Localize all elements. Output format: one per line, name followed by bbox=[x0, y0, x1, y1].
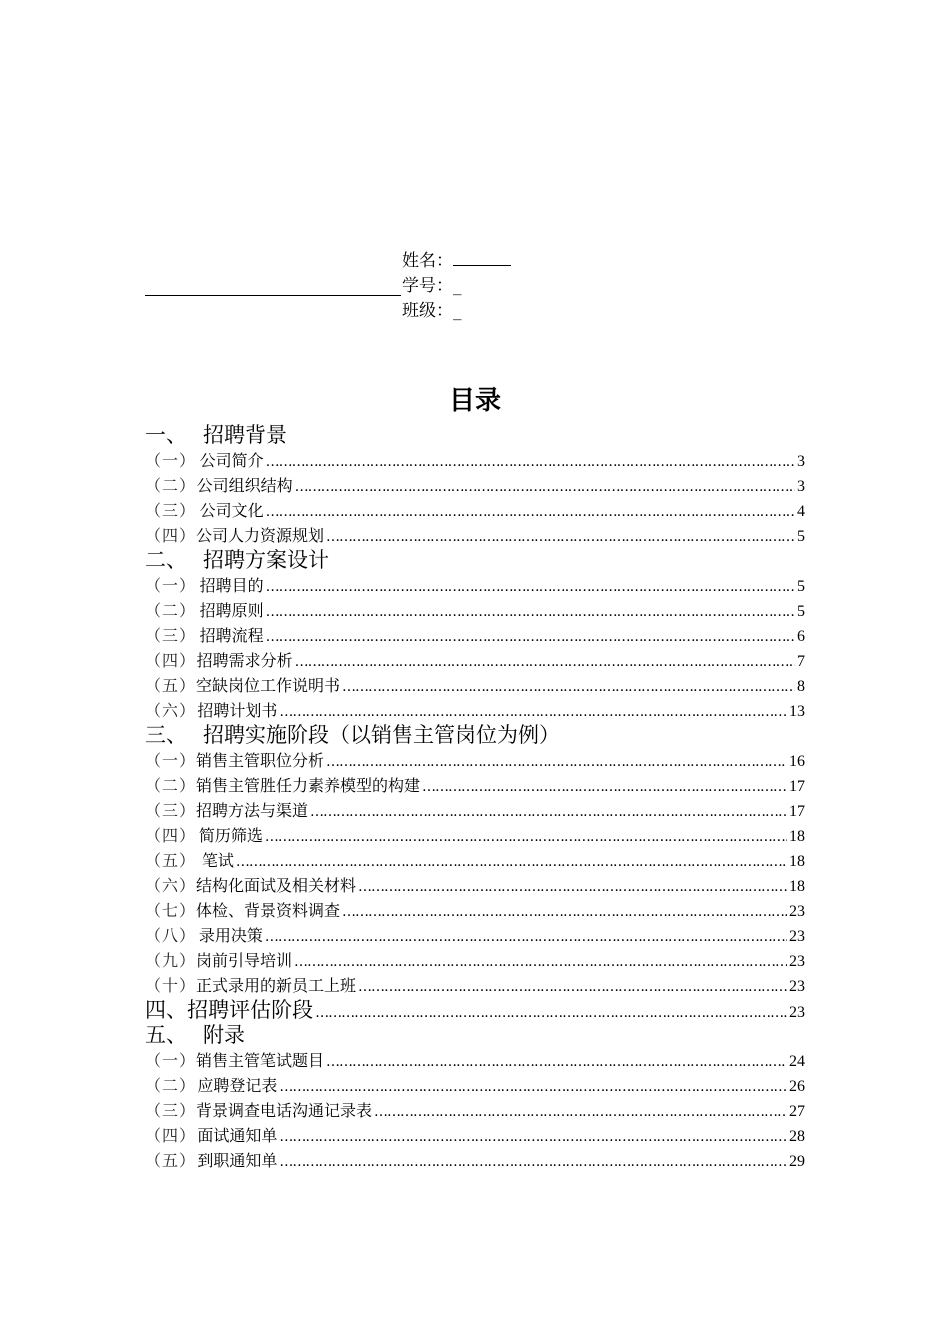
item-number: （四） bbox=[145, 826, 197, 845]
item-number: （二） bbox=[145, 776, 197, 795]
item-number: （二） bbox=[145, 476, 197, 495]
item-label: 销售主管胜任力素养模型的构建 bbox=[196, 776, 421, 795]
item-number: （七） bbox=[145, 901, 197, 920]
dot-leader bbox=[326, 1048, 787, 1075]
item-label: 笔试 bbox=[201, 851, 234, 870]
section-title: 招聘方案设计 bbox=[203, 548, 329, 572]
page-number: 6 bbox=[797, 628, 805, 645]
page-number: 23 bbox=[789, 928, 805, 945]
toc-section[interactable] bbox=[145, 1023, 805, 1048]
name-label: 姓名： bbox=[402, 251, 453, 271]
toc-item[interactable] bbox=[145, 598, 805, 623]
section-number: 五、 bbox=[145, 1023, 187, 1047]
section-number: 三、 bbox=[145, 723, 187, 747]
toc-item[interactable] bbox=[145, 1123, 805, 1148]
dot-leader bbox=[326, 523, 795, 550]
dot-leader bbox=[310, 798, 787, 825]
item-label: 公司文化 bbox=[199, 501, 264, 520]
section-number: 一、 bbox=[145, 423, 187, 447]
page-number: 16 bbox=[789, 753, 805, 770]
dot-leader bbox=[266, 448, 795, 475]
item-number: （六） bbox=[145, 701, 197, 720]
toc-item[interactable] bbox=[145, 1073, 805, 1098]
item-label: 录用决策 bbox=[198, 926, 263, 945]
item-number: （一） bbox=[145, 451, 197, 470]
item-number: （五） bbox=[145, 676, 197, 695]
id-value[interactable]: _ bbox=[453, 276, 462, 296]
item-number: （六） bbox=[145, 876, 197, 895]
item-number: （四） bbox=[145, 651, 197, 670]
item-number: （五） bbox=[145, 851, 197, 870]
toc-item[interactable] bbox=[145, 1048, 805, 1073]
table-of-contents bbox=[145, 423, 805, 1173]
item-label: 公司组织结构 bbox=[196, 476, 293, 495]
item-label: 招聘计划书 bbox=[197, 701, 278, 720]
item-label: 简历筛选 bbox=[198, 826, 263, 845]
page-number: 24 bbox=[789, 1053, 805, 1070]
dot-leader bbox=[266, 598, 795, 625]
page-number: 17 bbox=[789, 803, 805, 820]
toc-item[interactable] bbox=[145, 523, 805, 548]
item-label: 招聘原则 bbox=[199, 601, 264, 620]
dot-leader bbox=[236, 848, 787, 875]
toc-item[interactable] bbox=[145, 473, 805, 498]
page-number: 8 bbox=[797, 678, 805, 695]
class-value[interactable]: _ bbox=[453, 301, 462, 321]
dot-leader bbox=[358, 873, 787, 900]
item-number: （三） bbox=[145, 801, 197, 820]
section-title: 附录 bbox=[203, 1023, 245, 1047]
item-label: 应聘登记表 bbox=[197, 1076, 278, 1095]
item-number: （五） bbox=[145, 1151, 197, 1170]
page-number: 13 bbox=[789, 703, 805, 720]
page-number: 23 bbox=[789, 978, 805, 995]
item-label: 空缺岗位工作说明书 bbox=[196, 676, 341, 695]
page-number: 4 bbox=[797, 503, 805, 520]
toc-item[interactable] bbox=[145, 898, 805, 923]
page-number: 27 bbox=[789, 1103, 805, 1120]
toc-item[interactable] bbox=[145, 498, 805, 523]
item-label: 到职通知单 bbox=[197, 1151, 278, 1170]
page-number: 5 bbox=[797, 603, 805, 620]
toc-item[interactable] bbox=[145, 673, 805, 698]
dot-leader bbox=[315, 998, 787, 1026]
page-number: 3 bbox=[797, 453, 805, 470]
item-number: （三） bbox=[145, 501, 197, 520]
item-label: 结构化面试及相关材料 bbox=[196, 876, 357, 895]
dot-leader bbox=[265, 823, 787, 850]
item-number: （四） bbox=[145, 526, 197, 545]
toc-section[interactable] bbox=[145, 548, 805, 573]
dot-leader bbox=[266, 573, 795, 600]
section-title: 招聘实施阶段（以销售主管岗位为例） bbox=[203, 723, 560, 747]
item-number: （四） bbox=[145, 1126, 197, 1145]
item-label: 公司简介 bbox=[199, 451, 264, 470]
name-line bbox=[402, 251, 511, 271]
name-blank[interactable] bbox=[453, 251, 511, 266]
class-line bbox=[402, 301, 462, 321]
item-label: 招聘方法与渠道 bbox=[196, 801, 309, 820]
dot-leader bbox=[295, 648, 795, 675]
dot-leader bbox=[342, 898, 787, 925]
page-number: 26 bbox=[789, 1078, 805, 1095]
item-number: （三） bbox=[145, 1101, 197, 1120]
section-title: 招聘背景 bbox=[203, 423, 287, 447]
item-label: 销售主管笔试题目 bbox=[196, 1051, 325, 1070]
toc-item[interactable] bbox=[145, 773, 805, 798]
dot-leader bbox=[374, 1098, 787, 1125]
page-number: 23 bbox=[789, 953, 805, 970]
toc-item[interactable] bbox=[145, 698, 805, 723]
page-number: 18 bbox=[789, 828, 805, 845]
item-number: （二） bbox=[145, 1076, 197, 1095]
section-title: 招聘评估阶段 bbox=[187, 998, 314, 1022]
toc-item[interactable] bbox=[145, 573, 805, 598]
toc-item[interactable] bbox=[145, 973, 805, 998]
toc-section[interactable] bbox=[145, 998, 805, 1023]
item-number: （八） bbox=[145, 926, 197, 945]
toc-item[interactable] bbox=[145, 873, 805, 898]
toc-item[interactable] bbox=[145, 623, 805, 648]
item-number: （二） bbox=[145, 601, 197, 620]
item-number: （一） bbox=[145, 1051, 197, 1070]
page-number: 5 bbox=[797, 578, 805, 595]
item-number: （三） bbox=[145, 626, 197, 645]
item-label: 岗前引导培训 bbox=[196, 951, 293, 970]
item-label: 招聘流程 bbox=[199, 626, 264, 645]
item-number: （九） bbox=[145, 951, 197, 970]
dot-leader bbox=[265, 923, 787, 950]
page-number: 18 bbox=[789, 878, 805, 895]
toc-item[interactable] bbox=[145, 1148, 805, 1173]
item-label: 面试通知单 bbox=[197, 1126, 278, 1145]
page-number: 23 bbox=[789, 903, 805, 920]
item-number: （一） bbox=[145, 751, 197, 770]
item-label: 招聘目的 bbox=[199, 576, 264, 595]
dot-leader bbox=[295, 473, 795, 500]
dot-leader bbox=[266, 623, 795, 650]
page-number: 28 bbox=[789, 1128, 805, 1145]
id-label: 学号： bbox=[402, 276, 453, 296]
toc-section[interactable] bbox=[145, 423, 805, 448]
dot-leader bbox=[422, 773, 787, 800]
dot-leader bbox=[279, 1073, 787, 1100]
page-number: 7 bbox=[797, 653, 805, 670]
dot-leader bbox=[279, 1148, 787, 1175]
item-number: （十） bbox=[145, 976, 197, 995]
dot-leader bbox=[342, 673, 795, 700]
toc-title: 目录 bbox=[448, 386, 501, 416]
dot-leader bbox=[294, 948, 787, 975]
page-number: 3 bbox=[797, 478, 805, 495]
section-number: 二、 bbox=[145, 548, 187, 572]
dot-leader bbox=[279, 698, 787, 725]
page-number: 5 bbox=[797, 528, 805, 545]
item-label: 背景调查电话沟通记录表 bbox=[196, 1101, 373, 1120]
item-label: 正式录用的新员工上班 bbox=[196, 976, 357, 995]
toc-item[interactable] bbox=[145, 798, 805, 823]
dot-leader bbox=[266, 498, 795, 525]
page-number: 23 bbox=[789, 1004, 805, 1021]
page-number: 29 bbox=[789, 1153, 805, 1170]
page-number: 18 bbox=[789, 853, 805, 870]
item-label: 公司人力资源规划 bbox=[196, 526, 325, 545]
page-number: 17 bbox=[789, 778, 805, 795]
dot-leader bbox=[326, 748, 787, 775]
item-label: 销售主管职位分析 bbox=[196, 751, 325, 770]
toc-item[interactable] bbox=[145, 1098, 805, 1123]
toc-item[interactable] bbox=[145, 823, 805, 848]
toc-item[interactable] bbox=[145, 923, 805, 948]
toc-item[interactable] bbox=[145, 748, 805, 773]
item-label: 体检、背景资料调查 bbox=[196, 901, 341, 920]
section-number: 四、 bbox=[145, 998, 187, 1022]
toc-item[interactable] bbox=[145, 648, 805, 673]
dot-leader bbox=[358, 973, 787, 1000]
dot-leader bbox=[279, 1123, 787, 1150]
toc-item[interactable] bbox=[145, 848, 805, 873]
item-number: （一） bbox=[145, 576, 197, 595]
item-label: 招聘需求分析 bbox=[196, 651, 293, 670]
toc-section[interactable] bbox=[145, 723, 805, 748]
toc-item[interactable] bbox=[145, 948, 805, 973]
id-line bbox=[402, 276, 462, 296]
toc-item[interactable] bbox=[145, 448, 805, 473]
class-label: 班级： bbox=[402, 301, 453, 321]
underline-rule bbox=[145, 295, 401, 296]
